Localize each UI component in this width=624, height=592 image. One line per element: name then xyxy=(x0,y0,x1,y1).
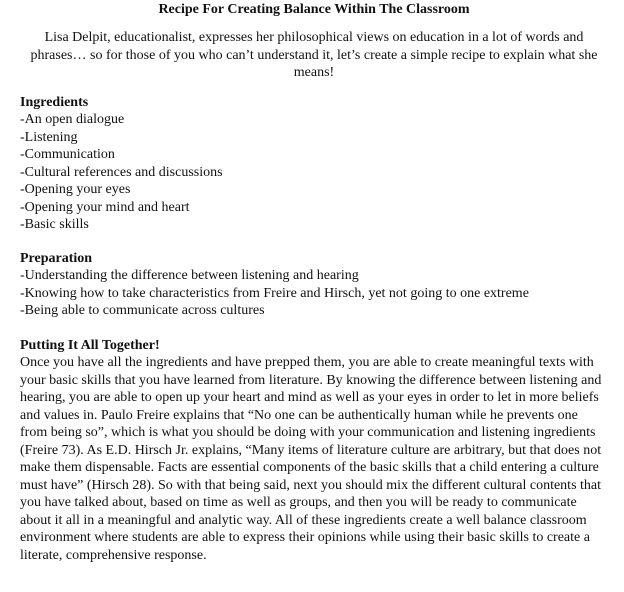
list-item: -Opening your eyes xyxy=(20,182,131,197)
list-item: -Opening your mind and heart xyxy=(20,199,190,215)
ingredients-heading: Ingredients xyxy=(20,94,89,110)
putting-together-paragraph: Once you have all the ingredients and have prepped them, you are able to create meaningful texts with your basic skills that you have learned from literature. By knowing the difference between listening and hearing, you are able to open up your heart and mind as well as your eyes in order to let in more beliefs and values in. Paulo Freire explains that “No one can be authentically human while he prevents one from being so”, which is what you should be doing with your communication and listening ingredients (Freire 73). As E.D. Hirsch Jr. explains, “Many items of literature culture are arbitrary, but that does not make them dispensable. Facts are essential components of the basic skills that a child entering a culture must have” (Hirsch 28). So with that being said, next you should mix the different cultural contents that you have talked about, based on time as well as groups, and then you will be ready to communicate about it all in a meaningful and analytic way. All of these ingredients create a well balance classroom environment where students are able to express their opinions while using their basic skills to create a literate, comprehensive response. xyxy=(20,355,602,563)
list-item: -Being able to communicate across cultures xyxy=(20,303,265,318)
list-item: -An open dialogue xyxy=(20,112,125,127)
ingredients-list xyxy=(20,111,608,234)
list-item: -Cultural references and discussions xyxy=(20,164,223,180)
putting-together-section xyxy=(20,337,608,565)
preparation-section xyxy=(20,250,608,320)
ingredients-section xyxy=(20,94,608,234)
putting-together-heading: Putting It All Together! xyxy=(20,337,160,353)
preparation-heading: Preparation xyxy=(20,250,93,266)
preparation-list xyxy=(20,267,608,320)
intro-paragraph: Lisa Delpit, educationalist, expresses her philosophical views on education in a lot of words and phrases… so for those of you who can’t understand it, let’s create a simple recipe to explain what she means! xyxy=(30,30,598,80)
list-item: -Communication xyxy=(20,147,115,162)
list-item: -Understanding the difference between listening and hearing xyxy=(20,268,359,283)
list-item: -Knowing how to take characteristics from Freire and Hirsch, yet not going to one extreme xyxy=(20,285,529,301)
page-title: Recipe For Creating Balance Within The Classroom xyxy=(158,2,470,17)
list-item: -Basic skills xyxy=(20,217,89,232)
list-item: -Listening xyxy=(20,129,78,145)
